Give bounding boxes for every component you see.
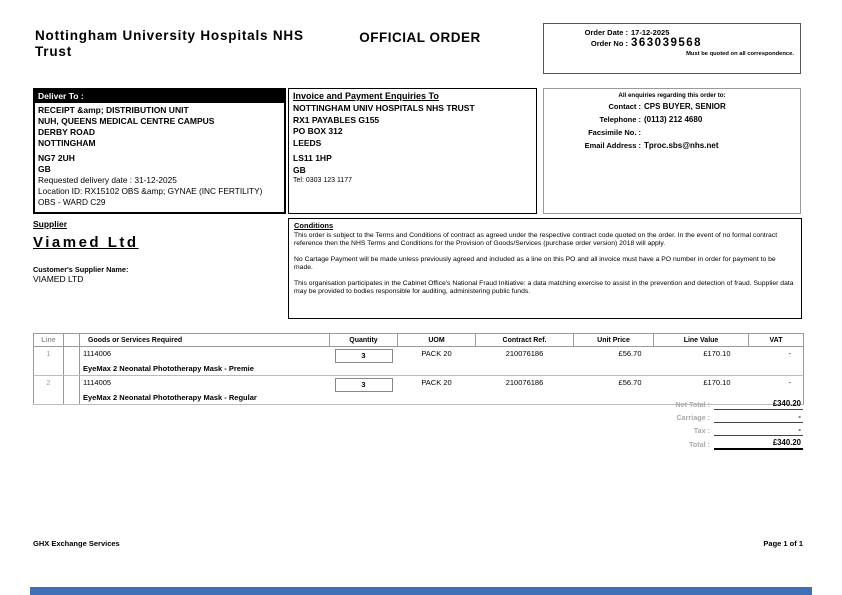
email-value: Tproc.sbs@nhs.net [644, 141, 719, 150]
telephone-label: Telephone : [599, 115, 641, 124]
email-label: Email Address : [584, 141, 641, 150]
order-enquiries-box [543, 88, 801, 214]
deliver-address-line: NOTTINGHAM [38, 138, 96, 148]
header-vat: VAT [749, 334, 804, 347]
cell-unit-price: £56.70 [574, 347, 654, 376]
contact-label: Contact : [608, 102, 641, 111]
enquiries-heading: All enquiries regarding this order to: [618, 92, 726, 99]
cell-quantity [330, 376, 398, 405]
totals-section [652, 399, 803, 452]
invoice-postcode: LS11 1HP [293, 153, 332, 163]
cell-uom: PACK 20 [398, 347, 476, 376]
items-table [33, 333, 804, 405]
cell-vat: - [749, 347, 804, 376]
cell-line-value: £170.10 [654, 376, 749, 405]
quote-note: Must be quoted on all correspondence. [686, 51, 794, 57]
header-line: Line [34, 334, 64, 347]
order-no-value: 363039568 [631, 37, 703, 49]
header-uom: UOM [398, 334, 476, 347]
header-line-value: Line Value [654, 334, 749, 347]
cell-uom: PACK 20 [398, 376, 476, 405]
conditions-box [288, 218, 802, 319]
invoice-address-line: PO BOX 312 [293, 126, 343, 136]
deliver-postcode: NG7 2UH [38, 153, 75, 163]
header-contract-ref: Contract Ref. [476, 334, 574, 347]
supplier-section [33, 219, 283, 284]
customer-supplier-name: VIAMED LTD [33, 274, 84, 284]
cell-quantity [330, 347, 398, 376]
invoice-org-name: NOTTINGHAM UNIV HOSPITALS NHS TRUST [293, 103, 475, 113]
cell-line-value: £170.10 [654, 347, 749, 376]
cell-contract-ref: 210076186 [476, 347, 574, 376]
deliver-to-box [33, 88, 286, 214]
supplier-title: Supplier [33, 219, 68, 229]
header-goods: Goods or Services Required [80, 334, 330, 347]
order-date-value: 17-12-2025 [631, 28, 670, 37]
order-no-label: Order No : [590, 39, 628, 48]
carriage-value: - [714, 412, 803, 423]
invoice-country: GB [293, 164, 306, 175]
header-blank [64, 334, 80, 347]
cell-blank [64, 347, 80, 376]
net-total-value: £340.20 [714, 399, 803, 410]
condition-paragraph: This order is subject to the Terms and Conditions of contract as agreed under the respective contract code quoted on the order. In the event of no formal contract reference then the NHS Terms and Conditions for the Provision of Goods/Services (purchase order version) 2018 will apply. [294, 232, 778, 248]
total-value: £340.20 [714, 438, 803, 450]
deliver-country: GB [38, 164, 51, 174]
cell-line-no: 2 [34, 376, 64, 405]
quantity-value: 3 [335, 349, 393, 363]
cell-goods [80, 376, 330, 405]
tax-label: Tax : [693, 426, 710, 435]
order-date-label: Order Date : [584, 28, 628, 37]
requested-delivery-date: Requested delivery date : 31-12-2025 [38, 175, 177, 185]
deliver-address-line: DERBY ROAD [38, 127, 95, 137]
order-info-box [543, 23, 801, 74]
cell-goods [80, 347, 330, 376]
net-total-label: Net Total : [675, 400, 710, 409]
invoice-enquiries-box [288, 88, 537, 214]
contact-value: CPS BUYER, SENIOR [644, 102, 726, 111]
cell-contract-ref: 210076186 [476, 376, 574, 405]
footer-service-name: GHX Exchange Services [33, 539, 120, 548]
customer-supplier-label: Customer's Supplier Name: [33, 265, 129, 274]
page-number: Page 1 of 1 [763, 539, 803, 548]
invoice-enquiries-title: Invoice and Payment Enquiries To [293, 91, 439, 101]
header-unit-price: Unit Price [574, 334, 654, 347]
quantity-value: 3 [335, 378, 393, 392]
telephone-value: (0113) 212 4680 [644, 115, 703, 124]
table-row [34, 347, 804, 376]
tax-value: - [714, 425, 803, 436]
item-code: 1114006 [83, 349, 112, 358]
conditions-title: Conditions [294, 221, 334, 230]
document-title: OFFICIAL ORDER [359, 30, 481, 45]
condition-paragraph: This organisation participates in the Cabinet Office's National Fraud Initiative: a data matching exercise to assist in the prevention and detection of fraud. Supplier data may be provided to bodies responsible for auditing, administering public funds. [294, 279, 794, 296]
item-description: EyeMax 2 Neonatal Phototherapy Mask - Regular [83, 393, 257, 402]
facsimile-label: Facsimile No. : [588, 128, 641, 137]
invoice-address-line: RX1 PAYABLES G155 [293, 114, 380, 125]
org-name: Nottingham University Hospitals NHS Trust [35, 28, 304, 59]
total-label: Total : [688, 440, 710, 449]
bottom-bar [30, 587, 812, 595]
supplier-name: Viamed Ltd [33, 234, 139, 251]
cell-unit-price: £56.70 [574, 376, 654, 405]
location-id: Location ID: RX15102 OBS &amp; GYNAE (INC FERTILITY) OBS - WARD C29 [38, 186, 263, 207]
invoice-telephone: Tel: 0303 123 1177 [293, 177, 353, 184]
cell-blank [64, 376, 80, 405]
carriage-label: Carriage : [676, 413, 710, 422]
item-description: EyeMax 2 Neonatal Phototherapy Mask - Premie [83, 364, 254, 373]
cell-line-no: 1 [34, 347, 64, 376]
deliver-to-title: Deliver To : [35, 90, 284, 103]
item-code: 1114005 [83, 378, 112, 387]
facsimile-value [644, 128, 795, 137]
condition-paragraph: No Cartage Payment will be made unless previously agreed and included as a line on this PO and all invoice must have a PO number in order for payment to be made. [294, 255, 776, 272]
cell-vat: - [749, 376, 804, 405]
table-header-row [34, 334, 804, 347]
deliver-address-line: NUH, QUEENS MEDICAL CENTRE CAMPUS [38, 116, 215, 126]
deliver-address-line: RECEIPT &amp; DISTRIBUTION UNIT [38, 105, 189, 115]
invoice-address-line: LEEDS [293, 137, 322, 148]
header-quantity: Quantity [330, 334, 398, 347]
